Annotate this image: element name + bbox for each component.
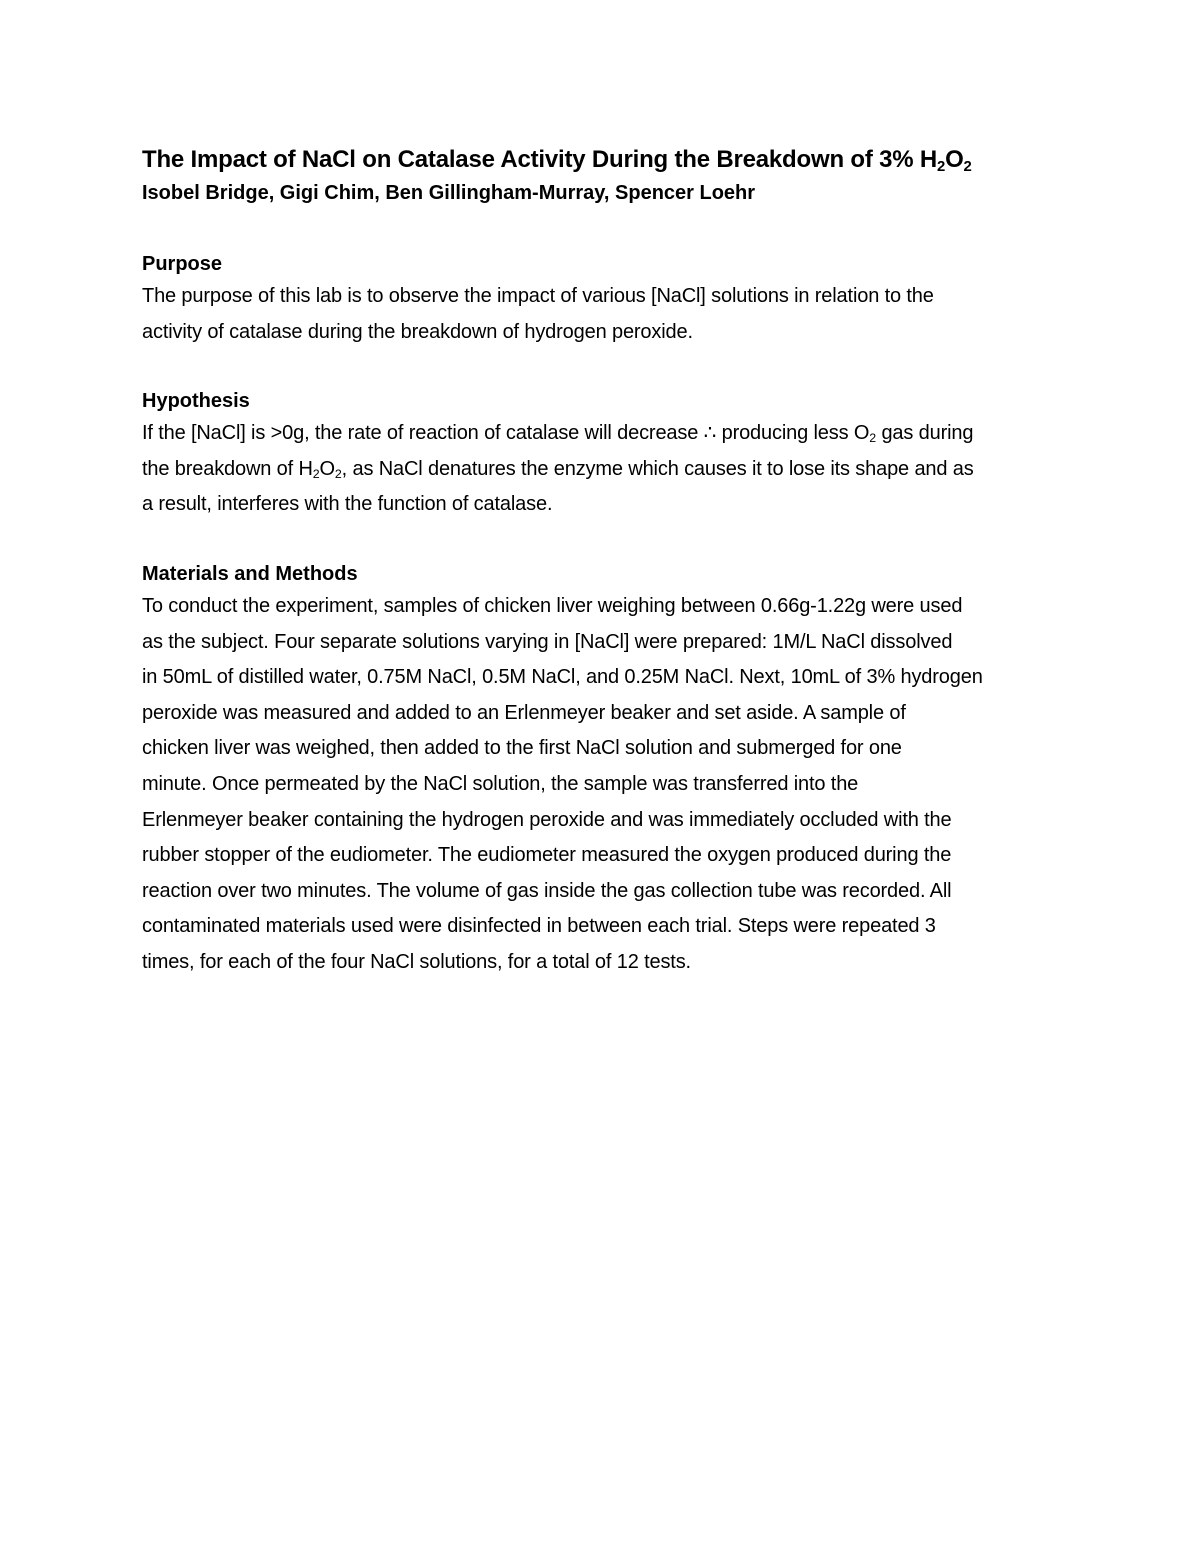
purpose-heading: Purpose — [142, 253, 223, 275]
paragraph-line: contaminated materials used were disinfected in between each trial. Steps were repeated 3 — [142, 915, 936, 938]
methods-paragraph — [142, 589, 1072, 981]
paragraph-line: peroxide was measured and added to an Erlenmeyer beaker and set aside. A sample of — [142, 701, 906, 724]
paragraph-line: To conduct the experiment, samples of chicken liver weighing between 0.66g-1.22g were used — [142, 594, 963, 617]
methods-heading: Materials and Methods — [142, 562, 358, 585]
paragraph-line: minute. Once permeated by the NaCl solution, the sample was transferred into the — [142, 772, 859, 795]
paragraph-line: in 50mL of distilled water, 0.75M NaCl, 0.5M NaCl, and 0.25M NaCl. Next, 10mL of 3% hydrogen — [142, 666, 983, 689]
purpose-paragraph — [142, 279, 1072, 350]
purpose-section — [142, 251, 1072, 350]
paragraph-line: rubber stopper of the eudiometer. The eudiometer measured the oxygen produced during the — [142, 844, 952, 867]
author-list: Isobel Bridge, Gigi Chim, Ben Gillingham-Murray, Spencer Loehr — [142, 182, 756, 204]
paragraph-line: the breakdown of $H_2O_2$, as NaCl denatures the enzyme which causes it to lose its shape and as — [142, 457, 974, 481]
methods-section — [142, 561, 1072, 981]
paragraph-line: times, for each of the four NaCl solutions, for a total of 12 tests. — [142, 950, 691, 973]
paragraph-line: chicken liver was weighed, then added to the first NaCl solution and submerged for one — [142, 737, 902, 760]
document-title: The Impact of NaCl on Catalase Activity During the Breakdown of 3% $H_2O_2$ — [142, 146, 972, 175]
paragraph-line: activity of catalase during the breakdown of hydrogen peroxide. — [142, 320, 693, 343]
paragraph-line: Erlenmeyer beaker containing the hydrogen peroxide and was immediately occluded with the — [142, 808, 952, 831]
paragraph-line: The purpose of this lab is to observe the impact of various [NaCl] solutions in relation to the — [142, 285, 934, 307]
document-page — [142, 143, 1072, 981]
paragraph-line: a result, interferes with the function of catalase. — [142, 493, 553, 516]
paragraph-line: as the subject. Four separate solutions varying in [NaCl] were prepared: 1M/L NaCl dissolved — [142, 630, 953, 653]
hypothesis-paragraph — [142, 416, 1072, 523]
paragraph-line: If the [NaCl] is >0g, the rate of reaction of catalase will decrease ∴ producing less $O_2$ gas during — [142, 422, 974, 446]
paragraph-line: reaction over two minutes. The volume of gas inside the gas collection tube was recorded. All — [142, 879, 952, 902]
hypothesis-section — [142, 388, 1072, 523]
hypothesis-heading: Hypothesis — [142, 390, 250, 413]
